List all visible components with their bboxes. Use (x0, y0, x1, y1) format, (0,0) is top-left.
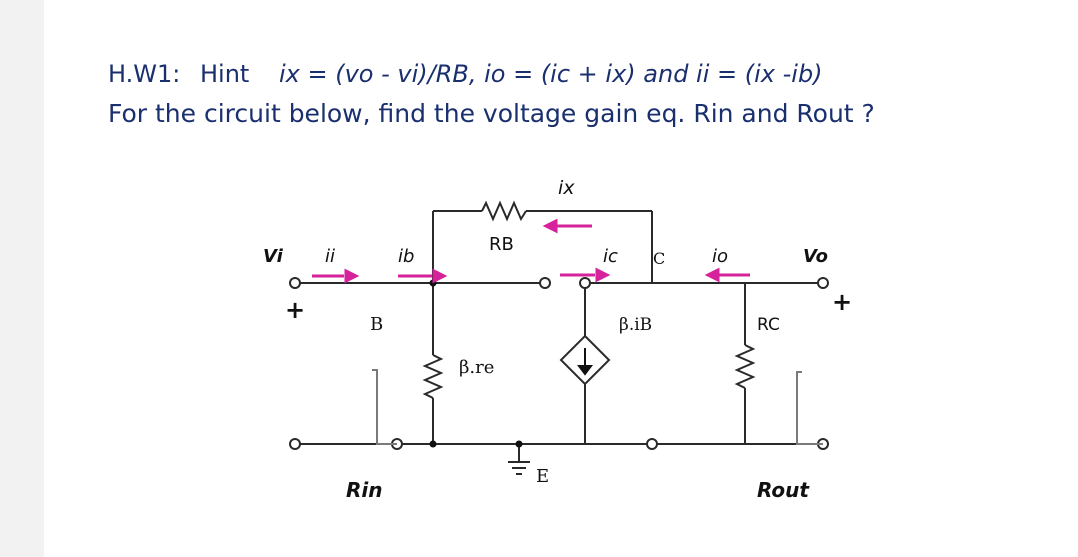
label-beta-ib: β.iB (619, 315, 653, 335)
rin-marker (372, 370, 397, 444)
label-vi: Vi (263, 246, 283, 267)
junction-bottom-left (430, 441, 437, 448)
label-io: io (712, 246, 729, 267)
resistor-rc (737, 345, 753, 388)
label-b-node: B (370, 314, 384, 335)
input-terminal-bottom (290, 439, 300, 449)
label-rout: Rout (757, 478, 809, 502)
label-ii: ii (325, 246, 336, 267)
label-vo: Vo (803, 246, 828, 267)
problem-id: H.W1: (108, 60, 181, 88)
output-node-bottom (647, 439, 657, 449)
c-node-left-terminal (540, 278, 550, 288)
input-terminal-top (290, 278, 300, 288)
source-arrow-head (579, 366, 591, 374)
question-text: For the circuit below, find the voltage gain eq. Rin and Rout ? (108, 99, 875, 128)
label-ic: ic (603, 246, 618, 267)
label-rb: RB (489, 234, 514, 255)
resistor-beta-re (425, 355, 441, 398)
label-plus-out: + (832, 288, 853, 316)
resistor-rb (482, 203, 526, 219)
junction-e (516, 441, 523, 448)
rout-marker (797, 372, 823, 444)
c-node-right-terminal (580, 278, 590, 288)
label-ib: ib (398, 246, 415, 267)
label-plus-in: + (285, 296, 306, 324)
hint-equation: ix = (vo - vi)/RB, io = (ic + ix) and ii = (ix -ib) (278, 60, 823, 88)
hint-word: Hint (199, 60, 250, 88)
label-rin: Rin (346, 478, 383, 502)
label-c-node: C (653, 249, 666, 268)
output-terminal-top (818, 278, 828, 288)
label-rc: RC (757, 315, 780, 335)
label-beta-re: β.re (459, 357, 495, 378)
label-e-node: E (536, 466, 550, 487)
label-ix: ix (558, 177, 575, 199)
